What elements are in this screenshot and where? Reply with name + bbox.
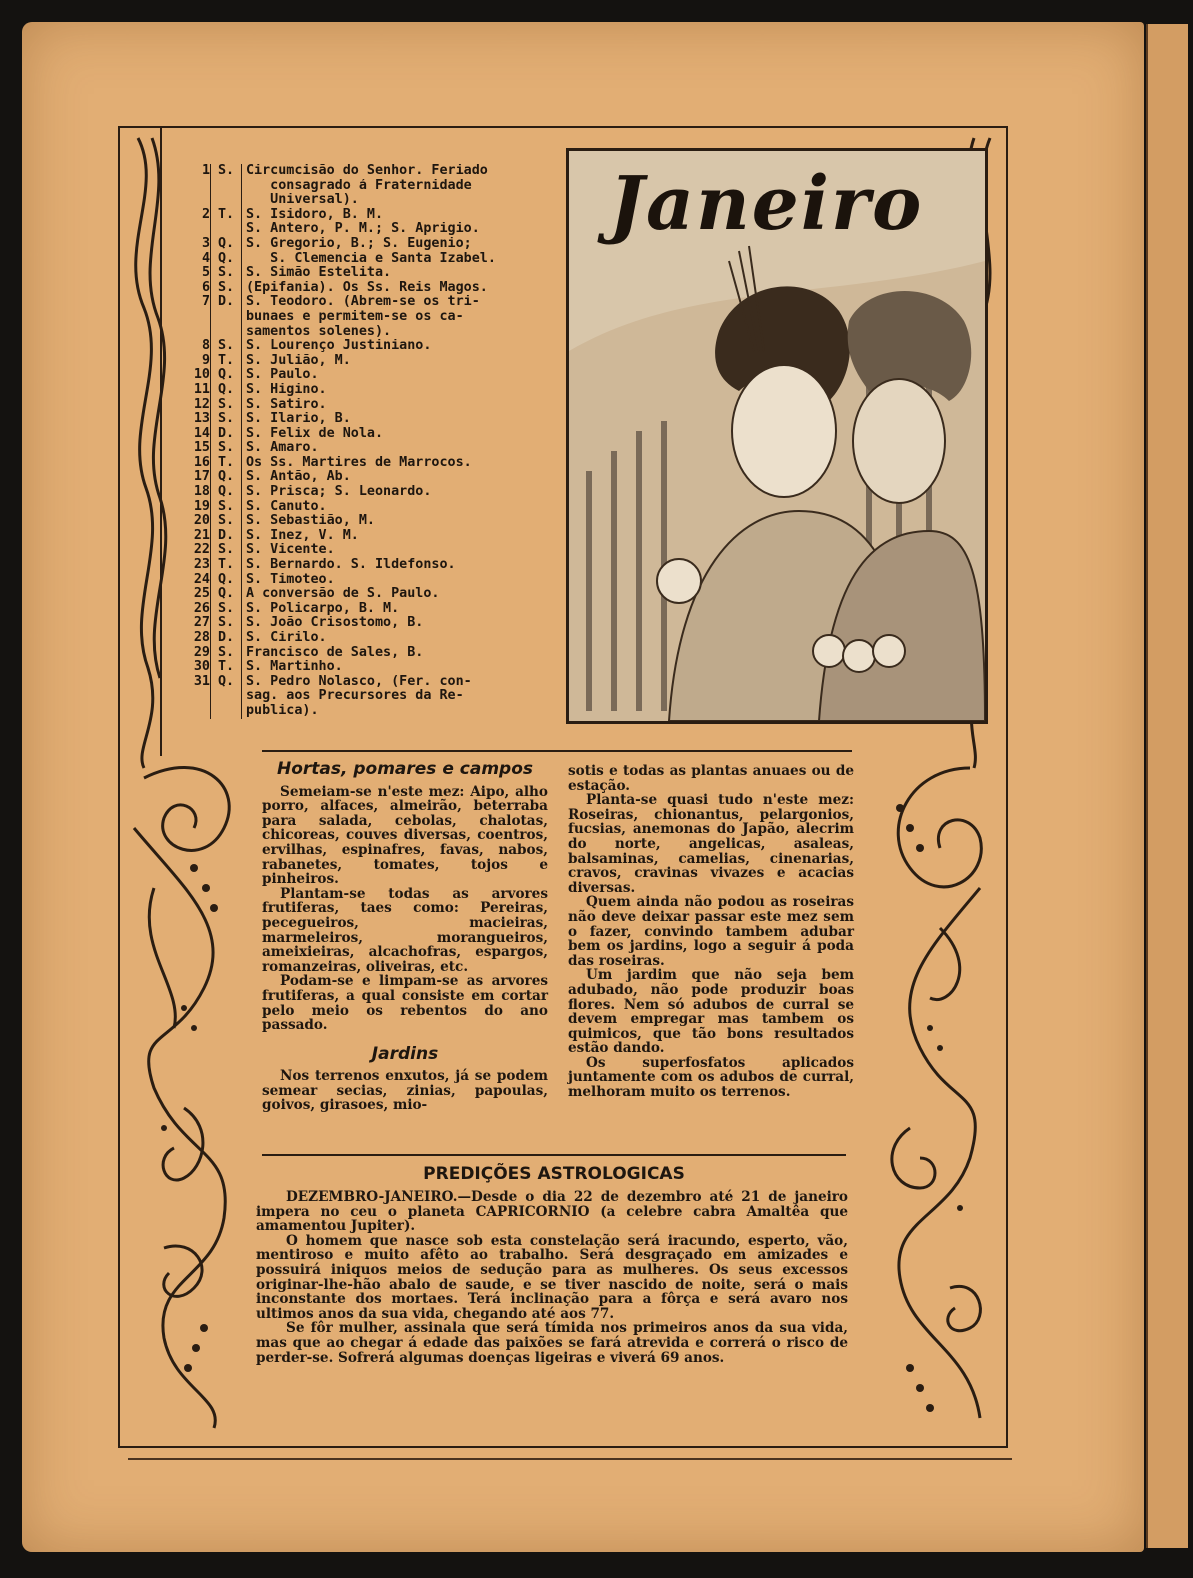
calendar-day: 11 xyxy=(193,381,210,397)
calendar-day: 17 xyxy=(193,469,210,485)
calendar-row xyxy=(170,470,542,485)
calendar-saint: S. Ilario, B. xyxy=(246,412,351,427)
calendar-day: 31 xyxy=(193,673,210,689)
calendar-saint: S. Paulo. xyxy=(246,368,319,383)
calendar-day: 12 xyxy=(193,396,210,412)
calendar-weekday: Q. xyxy=(210,252,242,267)
calendar-saint: S. Teodoro. (Abrem-se os tri- xyxy=(246,295,480,310)
calendar-day: 21 xyxy=(193,527,210,543)
section-divider xyxy=(262,1154,846,1156)
next-page-edge xyxy=(1146,24,1188,1548)
calendar-day: 29 xyxy=(193,644,210,660)
calendar-row xyxy=(170,616,542,631)
calendar-weekday: Q. xyxy=(210,573,242,588)
calendar-row xyxy=(170,514,542,529)
calendar-row xyxy=(170,631,542,646)
calendar-row xyxy=(170,704,542,719)
jardins-paragraph: Um jardim que não seja bem adubado, não pode produzir boas flores. Nem só adubos de curral se devem empregar mas tambem os quimicos, que tão bons resultados estão dando. xyxy=(568,967,854,1057)
calendar-day: 1 xyxy=(201,163,210,178)
calendar-day xyxy=(170,222,210,237)
calendar-saint: S. Felix de Nola. xyxy=(246,426,384,441)
calendar-row xyxy=(170,689,542,704)
calendar-weekday: S. xyxy=(210,441,242,456)
calendar-day xyxy=(170,310,210,325)
calendar-row xyxy=(170,675,542,690)
calendar-row xyxy=(170,295,542,310)
calendar-weekday: T. xyxy=(210,558,242,573)
calendar-row xyxy=(170,573,542,588)
calendar-saint: S. Higino. xyxy=(246,382,327,397)
calendar-row xyxy=(170,485,542,500)
calendar-saint: S. Simão Estelita. xyxy=(246,266,392,281)
calendar-saint: S. Martinho. xyxy=(246,660,343,675)
calendar-day: 10 xyxy=(193,367,210,383)
calendar-saint: S. Sebastião, M. xyxy=(246,514,375,529)
calendar-row xyxy=(170,587,542,602)
calendar-weekday xyxy=(210,325,242,340)
calendar-saint: consagrado á Fraternidade xyxy=(246,178,472,193)
calendar-day: 6 xyxy=(201,279,210,295)
calendar-day: 30 xyxy=(193,659,210,675)
calendar-weekday: Q. xyxy=(210,383,242,398)
calendar-row xyxy=(170,383,542,398)
hortas-paragraph: Semeiam-se n'este mez: Aipo, alho porro, alfaces, almeirão, beterraba para salada, cebolas, chalotas, chicoreas, couves diversas, coentros, ervilhas, espinafres, favas, nabos, rabanetes, tomates, tojos e pinheiros. xyxy=(262,783,548,888)
calendar-day: 14 xyxy=(193,425,210,441)
calendar-day: 8 xyxy=(201,338,210,354)
calendar-weekday: Q. xyxy=(210,675,242,690)
calendar-row xyxy=(170,222,542,237)
calendar-row xyxy=(170,179,542,194)
calendar-saint: S. Prisca; S. Leonardo. xyxy=(246,485,432,500)
calendar-saint: S. Gregorio, B.; S. Eugenio; xyxy=(246,236,472,251)
calendar-weekday: S. xyxy=(210,281,242,296)
calendar-row xyxy=(170,398,542,413)
jardins-paragraph: Planta-se quasi tudo n'este mez: Roseiras, chionantus, pelargonios, fucsias, anemonas do Japão, alecrim do norte, angelicas, asaleas, balsaminas, camelias, cinenarias, cravos, cravinas vivazes e acacias diversas. xyxy=(568,792,854,896)
calendar-saint: (Epifania). Os Ss. Reis Magos. xyxy=(246,280,488,295)
calendar-weekday: S. xyxy=(210,266,242,281)
calendar-weekday: S. xyxy=(210,398,242,413)
calendar-day xyxy=(170,325,210,340)
calendar-row xyxy=(170,164,542,179)
calendar-row xyxy=(170,558,542,573)
calendar-saint: S. Inez, V. M. xyxy=(246,528,359,543)
calendar-day xyxy=(170,689,210,704)
calendar-row xyxy=(170,602,542,617)
calendar-day: 26 xyxy=(193,600,210,616)
calendar-weekday: T. xyxy=(210,456,242,471)
calendar-day xyxy=(170,179,210,194)
calendar-day: 5 xyxy=(201,265,210,281)
calendar-weekday: S. xyxy=(210,164,242,179)
calendar-saint: S. Bernardo. S. Ildefonso. xyxy=(246,558,456,573)
calendar-day: 23 xyxy=(193,557,210,573)
calendar-row xyxy=(170,500,542,515)
calendar-day: 25 xyxy=(193,586,210,602)
calendar-weekday: T. xyxy=(210,208,242,223)
calendar-weekday: D. xyxy=(210,427,242,442)
predicoes-paragraph: O homem que nasce sob esta constelação será iracundo, esperto, vão, mentiroso e muito afêto ao trabalho. Será desgraçado em amizades e possuirá iniquos meios de sedução para as mulheres. Os seus excessos originar-lhe-hão abalo de saude, e se tiver nascido de noite, será o mais inconstante dos mortaes. Terá inclinação para a fôrça e será avaro nos ultimos anos da sua vida, chegando até aos 77. xyxy=(256,1232,848,1322)
calendar-weekday xyxy=(210,704,242,719)
calendar-saint: A conversão de S. Paulo. xyxy=(246,587,440,602)
calendar-row xyxy=(170,456,542,471)
hortas-paragraph: Plantam-se todas as arvores frutiferas, taes como: Pereiras, pecegueiros, macieiras, marmeleiros, morangueiros, ameixieiras, alcachofras, espargos, romanzeiras, oliveiras, etc. xyxy=(262,885,548,975)
calendar-day: 4 xyxy=(201,250,210,266)
calendar-day: 9 xyxy=(201,352,210,368)
calendar-saint: S. Clemencia e Santa Izabel. xyxy=(246,251,496,266)
calendar-row xyxy=(170,427,542,442)
predicoes-title: PREDIÇÕES ASTROLOGICAS xyxy=(423,1164,685,1184)
calendar-day: 27 xyxy=(193,615,210,631)
calendar-day: 16 xyxy=(193,454,210,470)
calendar-row xyxy=(170,325,542,340)
january-illustration xyxy=(566,148,988,724)
calendar-weekday: S. xyxy=(210,543,242,558)
calendar-day: 15 xyxy=(193,440,210,456)
calendar-row xyxy=(170,339,542,354)
calendar-saint: S. Policarpo, B. M. xyxy=(246,601,400,616)
bottom-rule xyxy=(128,1458,1012,1460)
calendar-saint: S. Antero, P. M.; S. Aprigio. xyxy=(246,222,480,237)
calendar-row xyxy=(170,281,542,296)
jardins-paragraph: Nos terrenos enxutos, já se podem semear secias, zinias, papoulas, goivos, girasoes, mio- xyxy=(262,1068,548,1114)
calendar-day: 24 xyxy=(193,571,210,587)
calendar-day xyxy=(170,704,210,719)
calendar-weekday: S. xyxy=(210,339,242,354)
calendar-weekday: Q. xyxy=(210,368,242,383)
calendar-row xyxy=(170,354,542,369)
calendar-day: 22 xyxy=(193,542,210,558)
jardins-title: Jardins xyxy=(371,1043,439,1064)
calendar-row xyxy=(170,368,542,383)
calendar-day: 19 xyxy=(193,498,210,514)
calendar-day: 2 xyxy=(201,206,210,222)
calendar-row xyxy=(170,208,542,223)
calendar-saint: Universal). xyxy=(246,193,359,208)
calendar-row xyxy=(170,252,542,267)
saints-calendar xyxy=(170,164,542,719)
calendar-weekday: Q. xyxy=(210,470,242,485)
calendar-saint: Os Ss. Martires de Marrocos. xyxy=(246,455,472,470)
calendar-weekday: S. xyxy=(210,412,242,427)
calendar-row xyxy=(170,441,542,456)
calendar-weekday xyxy=(210,222,242,237)
calendar-saint: S. Isidoro, B. M. xyxy=(246,207,384,222)
calendar-weekday: Q. xyxy=(210,237,242,252)
jardins-paragraph: sotis e todas as plantas anuaes ou de estação. xyxy=(568,763,854,794)
calendar-weekday: Q. xyxy=(210,485,242,500)
calendar-weekday xyxy=(210,179,242,194)
calendar-saint: S. Satiro. xyxy=(246,397,327,412)
calendar-row xyxy=(170,660,542,675)
hortas-column xyxy=(262,759,548,1114)
calendar-row xyxy=(170,310,542,325)
calendar-saint: S. Lourenço Justiniano. xyxy=(246,339,432,354)
calendar-row xyxy=(170,543,542,558)
calendar-weekday: S. xyxy=(210,500,242,515)
calendar-saint: S. João Crisostomo, B. xyxy=(246,616,424,631)
calendar-day: 3 xyxy=(201,235,210,251)
calendar-day: 13 xyxy=(193,411,210,427)
calendar-row xyxy=(170,193,542,208)
calendar-saint: samentos solenes). xyxy=(246,324,392,339)
calendar-weekday: D. xyxy=(210,295,242,310)
calendar-saint: S. Amaro. xyxy=(246,441,319,456)
jardins-paragraph: Quem ainda não podou as roseiras não deve deixar passar este mez sem o fazer, convindo tambem adubar bem os jardins, logo a seguir á poda das roseiras. xyxy=(568,894,854,969)
calendar-weekday: T. xyxy=(210,660,242,675)
calendar-row xyxy=(170,237,542,252)
calendar-weekday: Q. xyxy=(210,587,242,602)
calendar-weekday: D. xyxy=(210,529,242,544)
jardins-column xyxy=(568,764,854,1100)
calendar-weekday: S. xyxy=(210,602,242,617)
calendar-weekday xyxy=(210,310,242,325)
calendar-day: 18 xyxy=(193,484,210,500)
predicoes-paragraph: DEZEMBRO-JANEIRO.—Desde o dia 22 de dezembro até 21 de janeiro impera no ceu o planeta CAPRICORNIO (a celebre cabra Amaltêa que amamentou Jupiter). xyxy=(256,1189,848,1235)
calendar-day xyxy=(170,193,210,208)
hortas-title: Hortas, pomares e campos xyxy=(276,759,534,779)
calendar-weekday xyxy=(210,689,242,704)
month-title: Janeiro xyxy=(609,161,924,247)
calendar-weekday: D. xyxy=(210,631,242,646)
calendar-row xyxy=(170,266,542,281)
calendar-saint: Circumcisão do Senhor. Feriado xyxy=(246,164,488,178)
hortas-paragraph: Podam-se e limpam-se as arvores frutiferas, a qual consiste em cortar pelo meio os rebentos do ano passado. xyxy=(262,973,548,1034)
calendar-saint: S. Vicente. xyxy=(246,543,335,558)
calendar-weekday: S. xyxy=(210,616,242,631)
calendar-saint: S. Cirilo. xyxy=(246,631,327,645)
calendar-saint: S. Timoteo. xyxy=(246,572,335,587)
calendar-day: 7 xyxy=(201,294,210,310)
calendar-row xyxy=(170,646,542,661)
predicoes-paragraph: Se fôr mulher, assinala que será tímida nos primeiros anos da sua vida, mas que ao chegar á edade das paixões se fará atrevida e correrá o risco de perder-se. Sofrerá algumas doenças ligeiras e viverá 69 anos. xyxy=(256,1320,848,1366)
calendar-saint: S. Pedro Nolasco, (Fer. con- xyxy=(246,674,472,689)
calendar-weekday xyxy=(210,193,242,208)
calendar-row xyxy=(170,412,542,427)
calendar-saint: publica). xyxy=(246,703,319,718)
calendar-saint: S. Antão, Ab. xyxy=(246,470,351,485)
section-divider xyxy=(262,750,852,752)
calendar-saint: Francisco de Sales, B. xyxy=(246,645,424,660)
calendar-saint: S. Julião, M. xyxy=(246,353,351,368)
calendar-saint: S. Canuto. xyxy=(246,499,327,514)
calendar-weekday: S. xyxy=(210,514,242,529)
calendar-saint: bunaes e permitem-se os ca- xyxy=(246,309,464,324)
calendar-saint: sag. aos Precursores da Re- xyxy=(246,689,464,704)
jardins-paragraph: Os superfosfatos aplicados juntamente com os adubos de curral, melhoram muito os terrenos. xyxy=(568,1054,854,1101)
calendar-day: 20 xyxy=(193,513,210,529)
predicoes-text xyxy=(256,1190,848,1365)
calendar-row xyxy=(170,529,542,544)
calendar-weekday: T. xyxy=(210,354,242,369)
calendar-day: 28 xyxy=(193,630,210,645)
calendar-weekday: S. xyxy=(210,646,242,661)
